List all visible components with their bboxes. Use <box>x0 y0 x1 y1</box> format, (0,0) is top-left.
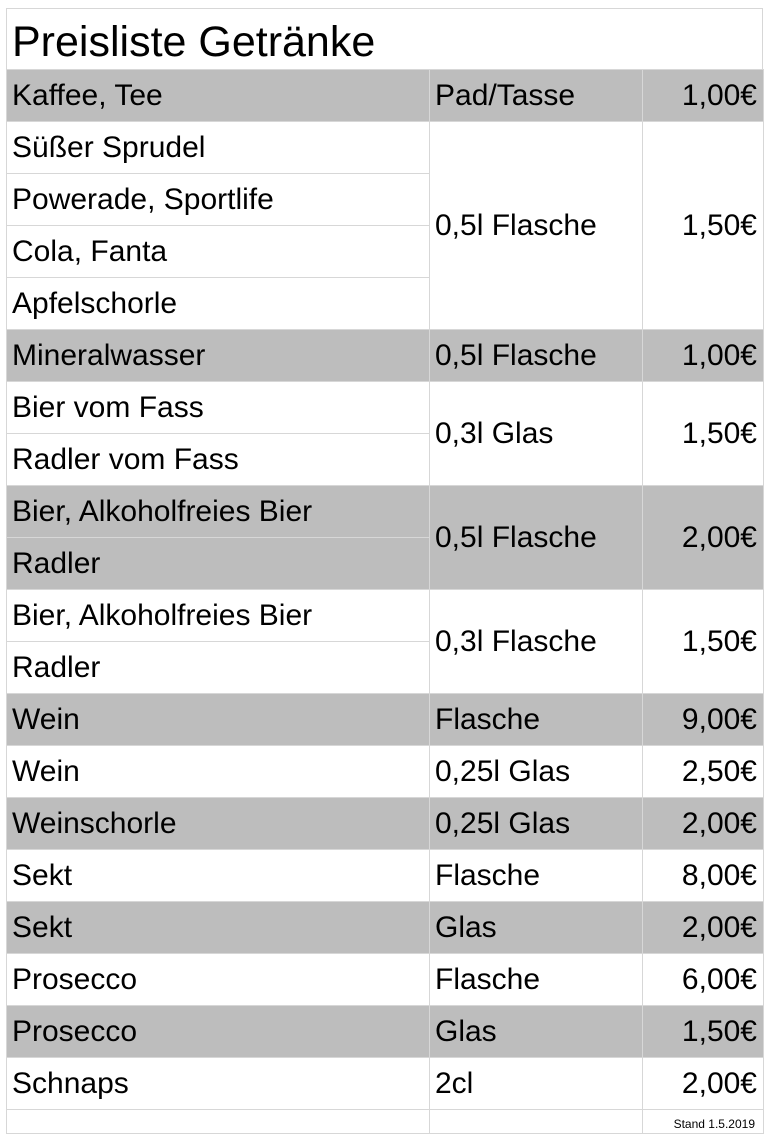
size-cell: Flasche <box>430 694 643 746</box>
empty-cell <box>430 1110 643 1134</box>
product-cell: Bier, Alkoholfreies Bier <box>7 590 430 642</box>
product-cell: Bier, Alkoholfreies Bier <box>7 486 430 538</box>
price-cell: 9,00€ <box>643 694 764 746</box>
size-cell: 2cl <box>430 1058 643 1110</box>
table-row <box>7 746 764 798</box>
price-cell: 2,00€ <box>643 486 764 590</box>
table-row <box>7 1058 764 1110</box>
table-row <box>7 954 764 1006</box>
footer-row <box>7 1110 764 1134</box>
product-cell: Radler <box>7 538 430 590</box>
table-row <box>7 122 764 174</box>
product-cell: Kaffee, Tee <box>7 70 430 122</box>
table-row <box>7 694 764 746</box>
price-cell: 8,00€ <box>643 850 764 902</box>
product-cell: Radler vom Fass <box>7 434 430 486</box>
table-row <box>7 850 764 902</box>
table-row <box>7 382 764 434</box>
product-cell: Sekt <box>7 850 430 902</box>
product-cell: Süßer Sprudel <box>7 122 430 174</box>
size-cell: Flasche <box>430 850 643 902</box>
empty-cell <box>7 1110 430 1134</box>
product-cell: Wein <box>7 746 430 798</box>
size-cell: 0,3l Glas <box>430 382 643 486</box>
table-row <box>7 70 764 122</box>
product-cell: Bier vom Fass <box>7 382 430 434</box>
product-cell: Apfelschorle <box>7 278 430 330</box>
product-cell: Weinschorle <box>7 798 430 850</box>
table-row <box>7 798 764 850</box>
size-cell: Flasche <box>430 954 643 1006</box>
product-cell: Radler <box>7 642 430 694</box>
price-cell: 6,00€ <box>643 954 764 1006</box>
price-cell: 1,50€ <box>643 382 764 486</box>
size-cell: 0,5l Flasche <box>430 486 643 590</box>
size-cell: 0,5l Flasche <box>430 122 643 330</box>
title-row <box>6 8 763 69</box>
product-cell: Prosecco <box>7 1006 430 1058</box>
table-row <box>7 486 764 538</box>
price-cell: 2,00€ <box>643 798 764 850</box>
price-cell: 1,50€ <box>643 1006 764 1058</box>
table-row <box>7 902 764 954</box>
stand-date: Stand 1.5.2019 <box>643 1110 764 1134</box>
size-cell: 0,5l Flasche <box>430 330 643 382</box>
price-cell: 1,50€ <box>643 122 764 330</box>
size-cell: Glas <box>430 902 643 954</box>
price-cell: 1,50€ <box>643 590 764 694</box>
price-cell: 2,50€ <box>643 746 764 798</box>
product-cell: Prosecco <box>7 954 430 1006</box>
price-cell: 2,00€ <box>643 902 764 954</box>
size-cell: 0,3l Flasche <box>430 590 643 694</box>
page-title: Preisliste Getränke <box>12 18 376 66</box>
price-table <box>6 69 764 1134</box>
table-row <box>7 590 764 642</box>
price-cell: 2,00€ <box>643 1058 764 1110</box>
price-cell: 1,00€ <box>643 330 764 382</box>
product-cell: Powerade, Sportlife <box>7 174 430 226</box>
product-cell: Wein <box>7 694 430 746</box>
size-cell: 0,25l Glas <box>430 798 643 850</box>
product-cell: Mineralwasser <box>7 330 430 382</box>
product-cell: Schnaps <box>7 1058 430 1110</box>
price-cell: 1,00€ <box>643 70 764 122</box>
table-row <box>7 330 764 382</box>
product-cell: Cola, Fanta <box>7 226 430 278</box>
size-cell: Pad/Tasse <box>430 70 643 122</box>
size-cell: Glas <box>430 1006 643 1058</box>
size-cell: 0,25l Glas <box>430 746 643 798</box>
table-row <box>7 1006 764 1058</box>
product-cell: Sekt <box>7 902 430 954</box>
